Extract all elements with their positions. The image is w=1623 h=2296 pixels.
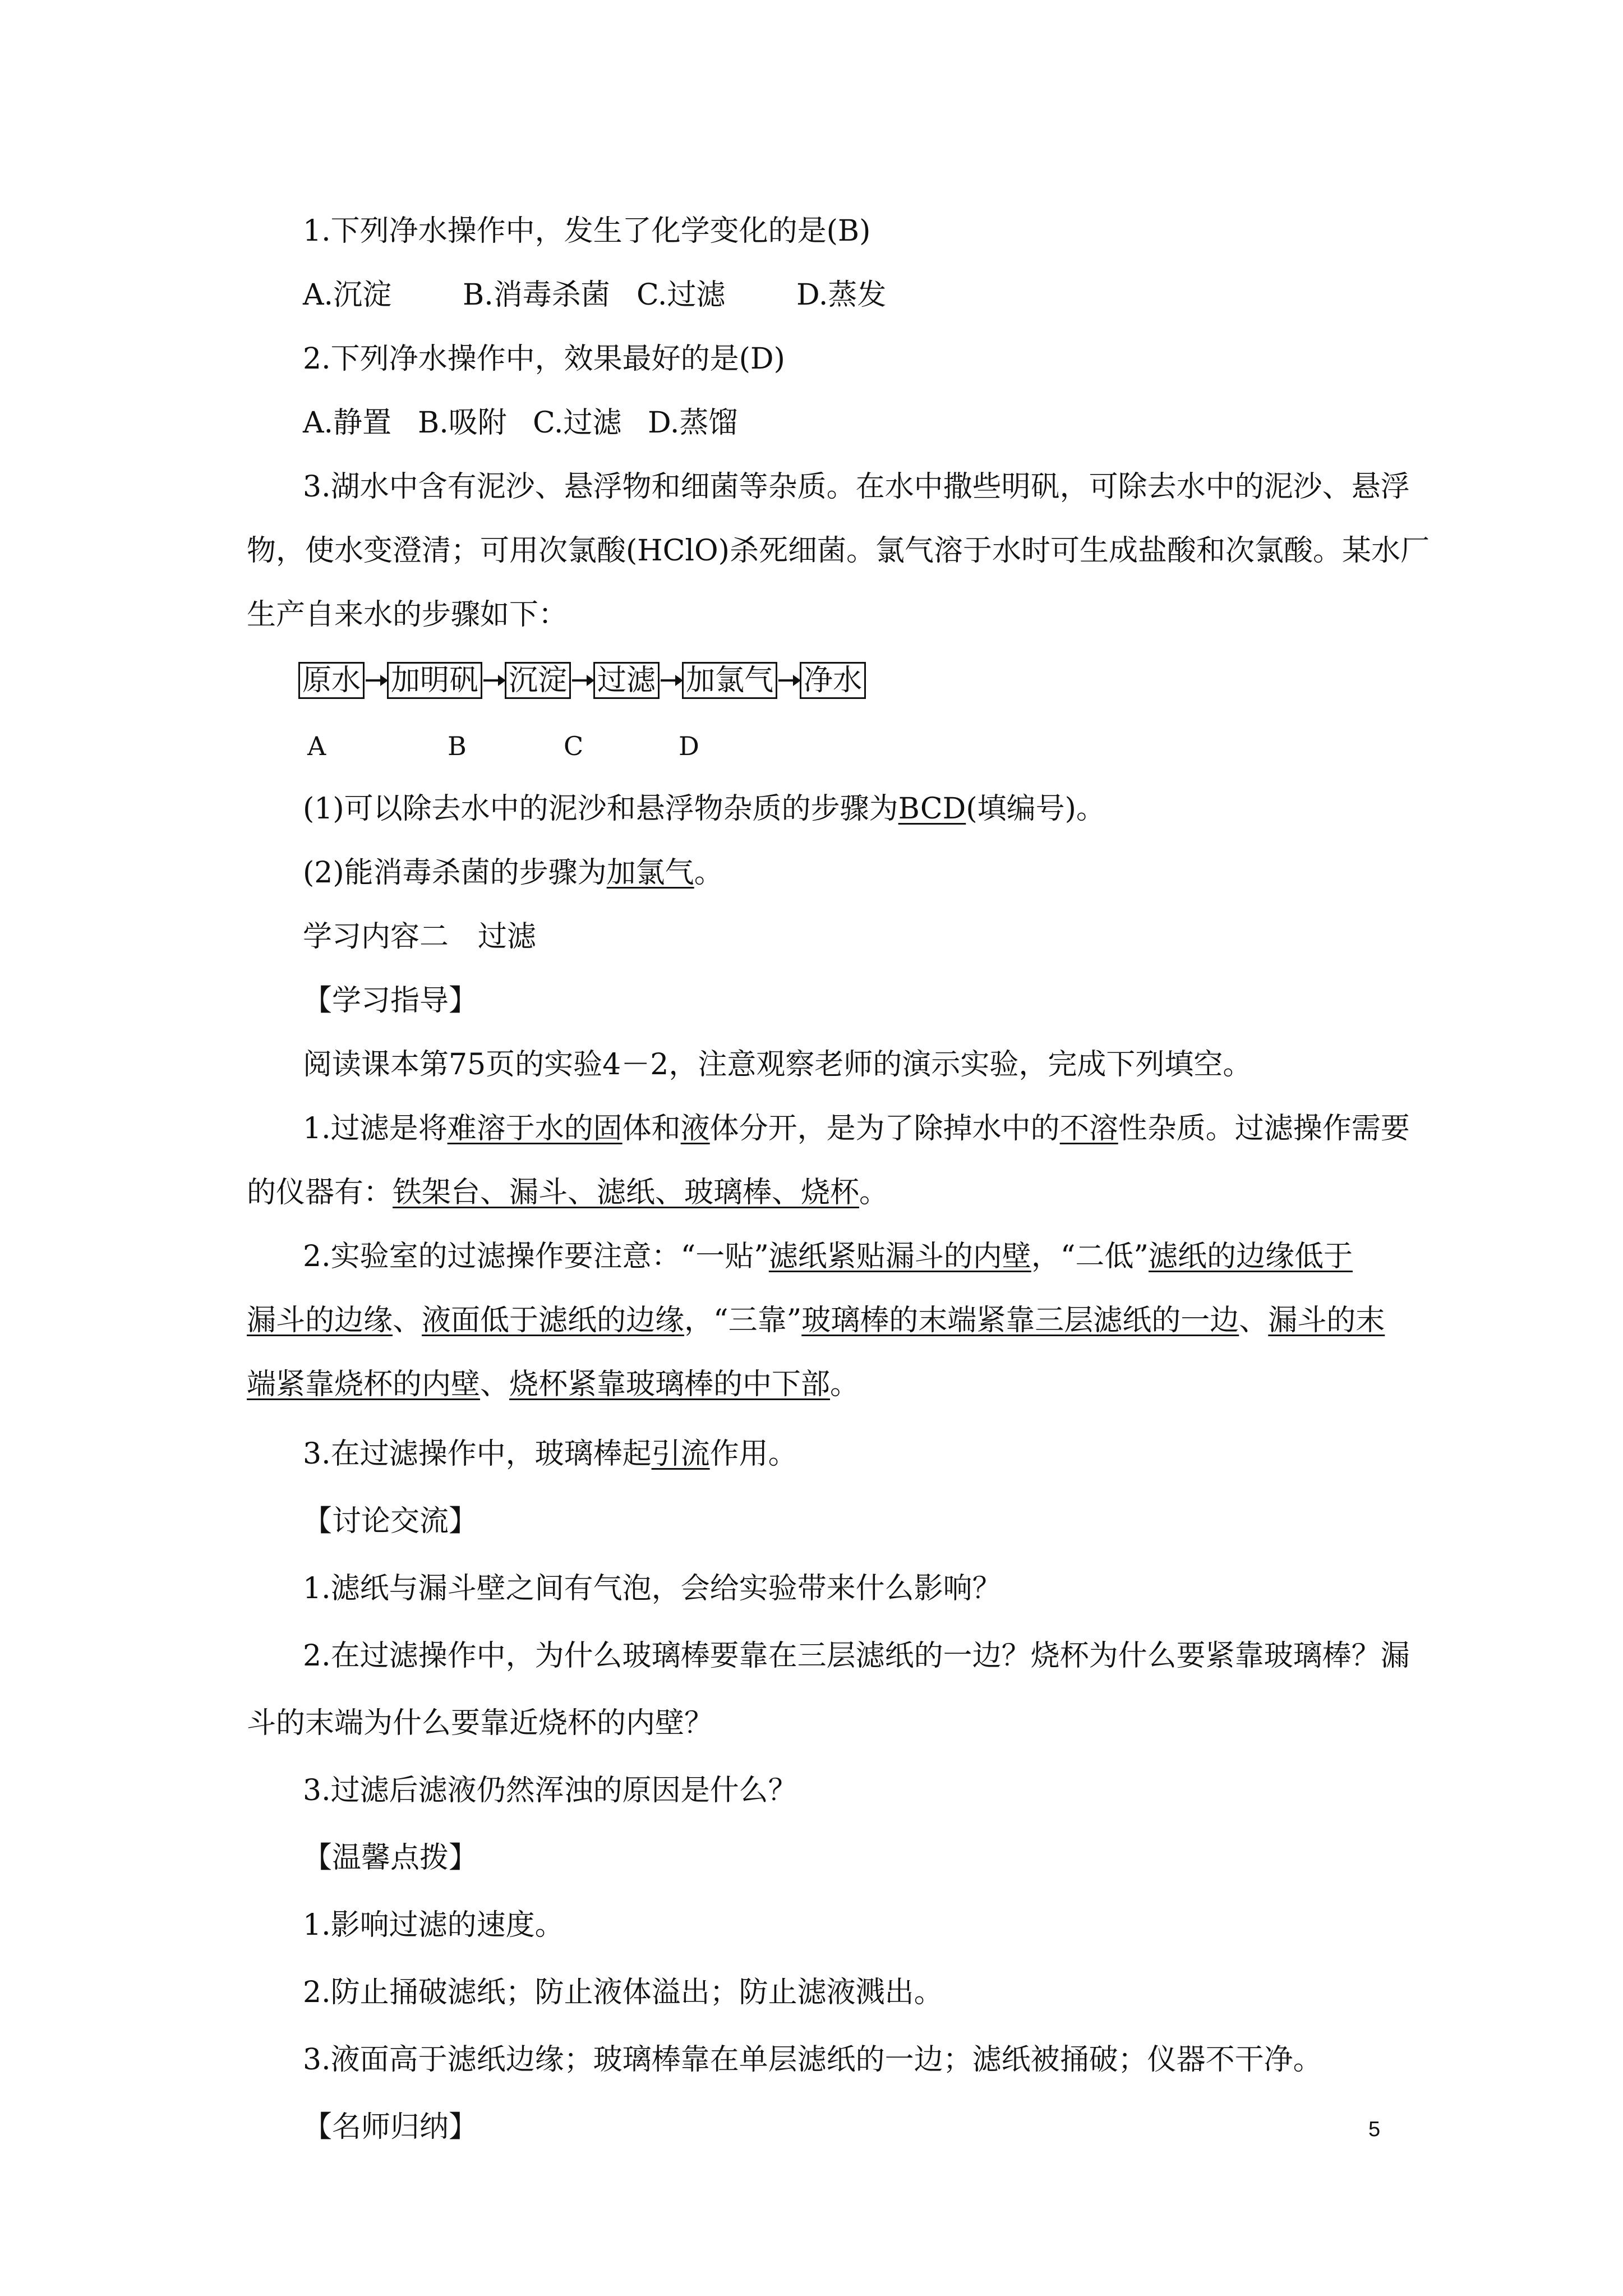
- q3-line-1: 3.湖水中含有泥沙、悬浮物和细菌等杂质。在水中撒些明矾，可除去水中的泥沙、悬浮: [303, 470, 1410, 504]
- guide-heading: 【学习指导】: [303, 984, 478, 1018]
- tips-heading: 【温馨点拨】: [303, 1841, 478, 1875]
- q2-option-c: C.过滤: [533, 406, 622, 440]
- tip-2: 2.防止捅破滤纸；防止液体溢出；防止滤液溅出。: [303, 1976, 943, 2009]
- arrow-icon: [661, 679, 681, 682]
- answer-blank: 铁架台、漏斗、滤纸、玻璃棒、烧杯: [393, 1176, 860, 1209]
- answer-blank: 液面低于滤纸的边缘: [422, 1304, 685, 1337]
- arrow-icon: [366, 679, 386, 682]
- q2-stem: 2.下列净水操作中，效果最好的是(D): [303, 342, 785, 376]
- q1-options: [303, 277, 886, 313]
- answer-blank: 滤纸紧贴漏斗的内壁: [768, 1240, 1031, 1273]
- q2-option-a: A.静置: [303, 406, 392, 440]
- q1-stem: 1.下列净水操作中，发生了化学变化的是(B): [303, 214, 871, 248]
- answer-blank: 不溶: [1059, 1112, 1118, 1145]
- q2-option-b: B.吸附: [418, 406, 507, 440]
- answer-blank: BCD: [898, 792, 966, 826]
- flow-label-d: D: [679, 731, 699, 761]
- tip-3: 3.液面高于滤纸边缘；玻璃棒靠在单层滤纸的一边；滤纸被捅破；仪器不干净。: [303, 2043, 1322, 2077]
- discussion-q3: 3.过滤后滤液仍然浑浊的原因是什么？: [303, 1774, 797, 1807]
- arrow-icon: [483, 679, 504, 682]
- answer-blank: 玻璃棒的末端紧靠三层滤纸的一边: [801, 1304, 1239, 1337]
- q3-line-3: 生产自来水的步骤如下：: [247, 598, 568, 632]
- section-title: 学习内容二 过滤: [303, 920, 537, 954]
- q2-options: [303, 405, 737, 441]
- q2-option-d: D.蒸馏: [648, 406, 738, 440]
- answer-blank: 漏斗的末: [1268, 1304, 1385, 1337]
- q3-sub-1: (1)可以除去水中的泥沙和悬浮物杂质的步骤为BCD(填编号)。: [303, 792, 1105, 826]
- guide-p2-line-1: 2.实验室的过滤操作要注意：“一贴”滤纸紧贴漏斗的内壁，“二低”滤纸的边缘低于: [303, 1240, 1353, 1273]
- guide-p2-line-3: 端紧靠烧杯的内壁、烧杯紧靠玻璃棒的中下部。: [247, 1368, 860, 1401]
- answer-blank: 加氯气: [606, 856, 694, 890]
- q1-option-d: D.蒸发: [796, 278, 887, 312]
- process-flow: [298, 662, 866, 699]
- flow-step-raw-water: 原水: [298, 662, 365, 699]
- flow-step-settle: 沉淀: [505, 662, 571, 699]
- q3-sub-2: (2)能消毒杀菌的步骤为加氯气。: [303, 856, 723, 890]
- flow-label-a: A: [307, 731, 326, 761]
- flow-label-c: C: [564, 731, 584, 761]
- flow-step-alum: 加明矾: [387, 662, 482, 699]
- discussion-q1: 1.滤纸与漏斗壁之间有气泡，会给实验带来什么影响？: [303, 1572, 1002, 1605]
- answer-blank: 漏斗的边缘: [247, 1304, 393, 1337]
- arrow-icon: [572, 679, 592, 682]
- discussion-q2-line-1: 2.在过滤操作中，为什么玻璃棒要靠在三层滤纸的一边？烧杯为什么要紧靠玻璃棒？漏: [303, 1639, 1410, 1673]
- arrow-icon: [778, 679, 799, 682]
- answer-blank: 引流: [651, 1437, 710, 1471]
- guide-p1-line-1: 1.过滤是将难溶于水的固体和液体分开，是为了除掉水中的不溶性杂质。过滤操作需要: [303, 1112, 1410, 1145]
- discussion-heading: 【讨论交流】: [303, 1504, 478, 1538]
- q1-option-b: B.消毒杀菌: [463, 278, 610, 312]
- answer-blank: 液: [680, 1112, 710, 1145]
- q1-option-a: A.沉淀: [303, 278, 392, 312]
- page-number: 5: [1368, 2118, 1381, 2141]
- tip-1: 1.影响过滤的速度。: [303, 1908, 564, 1942]
- flow-label-b: B: [448, 731, 467, 761]
- answer-blank: 端紧靠烧杯的内壁: [247, 1368, 481, 1401]
- guide-p3: 3.在过滤操作中，玻璃棒起引流作用。: [303, 1437, 797, 1471]
- answer-blank: 难溶于水的固: [447, 1112, 623, 1145]
- answer-blank: 滤纸的边缘低于: [1148, 1240, 1353, 1273]
- flow-step-chlorine: 加氯气: [682, 662, 777, 699]
- discussion-q2-line-2: 斗的末端为什么要靠近烧杯的内壁？: [247, 1706, 714, 1740]
- flow-step-filter: 过滤: [593, 662, 660, 699]
- summary-heading: 【名师归纳】: [303, 2110, 478, 2144]
- answer-blank: 烧杯紧靠玻璃棒的中下部: [509, 1368, 831, 1401]
- guide-p2-line-2: 漏斗的边缘、液面低于滤纸的边缘，“三靠”玻璃棒的末端紧靠三层滤纸的一边、漏斗的末: [247, 1304, 1385, 1337]
- guide-p1-line-2: 的仪器有：铁架台、漏斗、滤纸、玻璃棒、烧杯。: [247, 1176, 889, 1209]
- flow-step-clean-water: 净水: [800, 662, 866, 699]
- guide-intro: 阅读课本第75页的实验4－2，注意观察老师的演示实验，完成下列填空。: [303, 1048, 1252, 1082]
- q3-line-2: 物，使水变澄清；可用次氯酸(HClO)杀死细菌。氯气溶于水时可生成盐酸和次氯酸。某水厂: [247, 534, 1430, 568]
- q1-option-c: C.过滤: [637, 278, 726, 312]
